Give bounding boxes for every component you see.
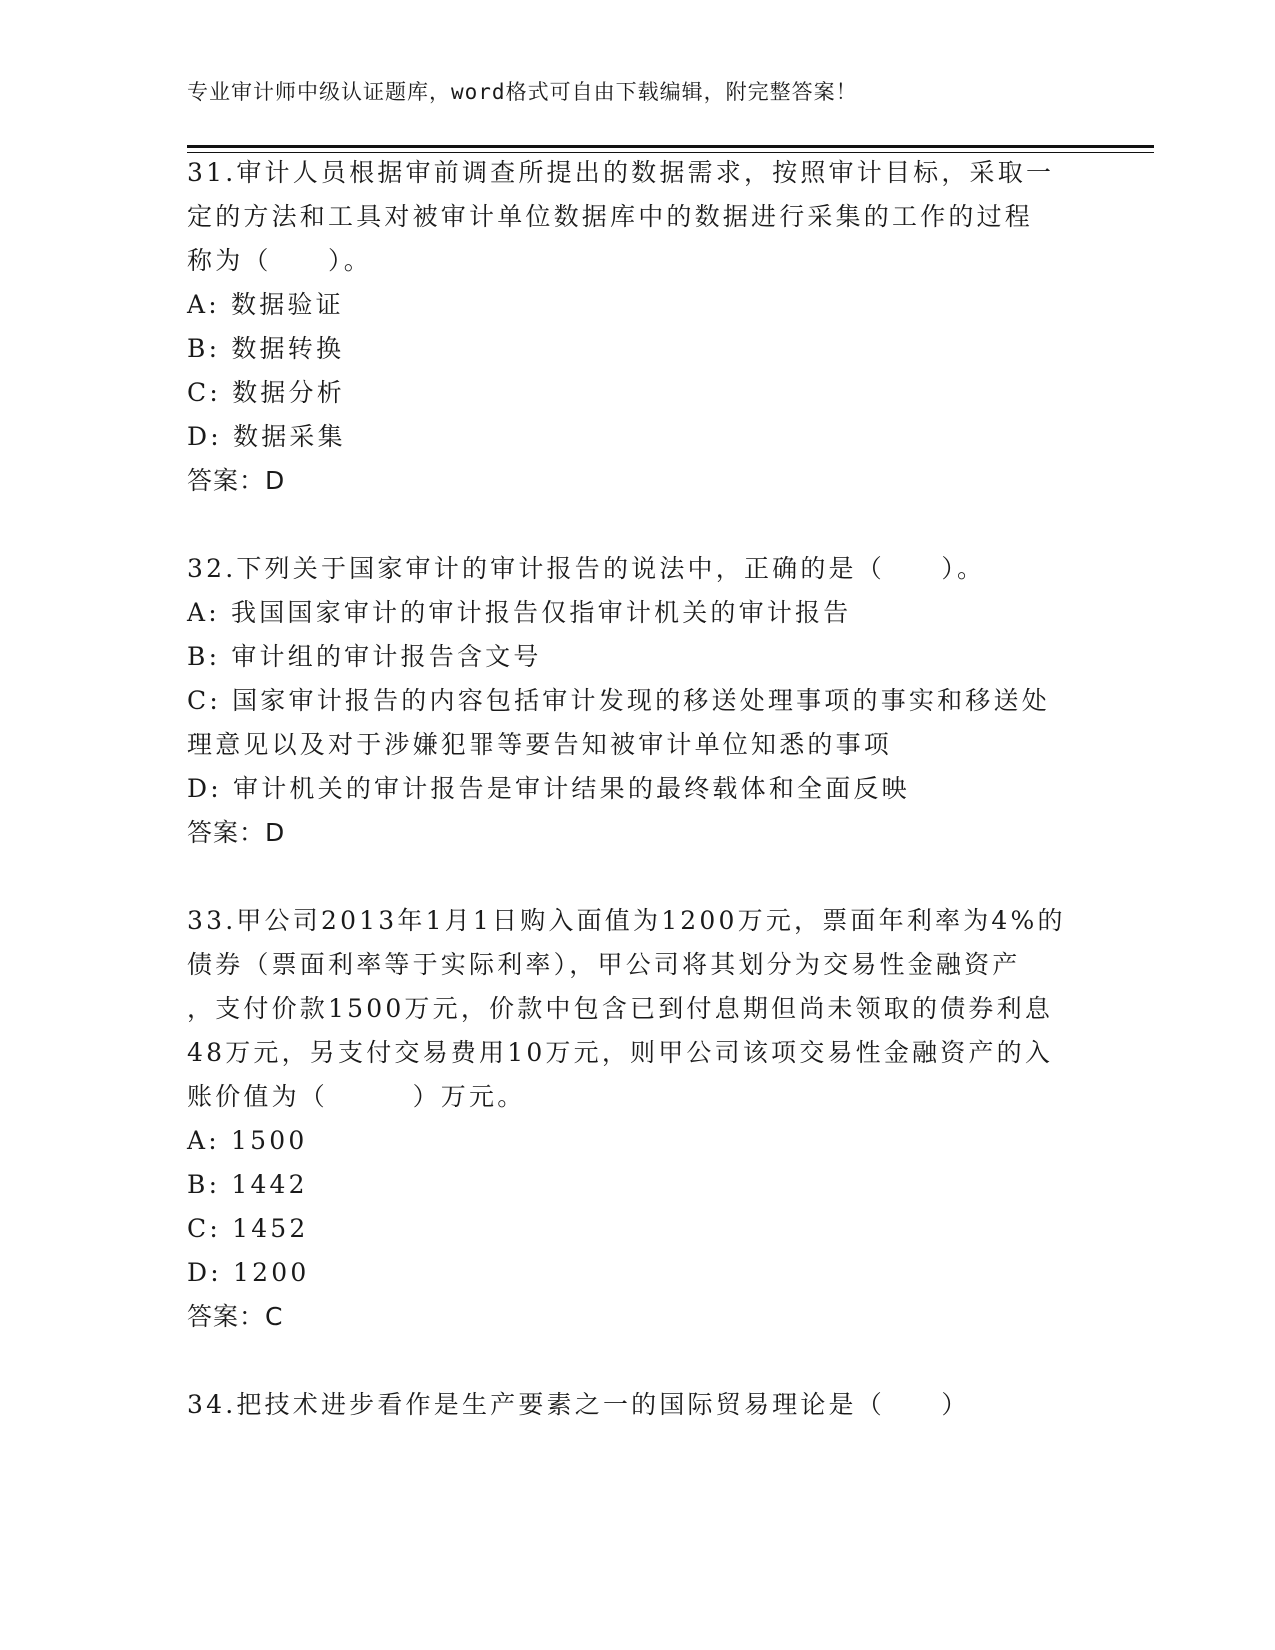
q34-stem-line-1: 34.把技术进步看作是生产要素之一的国际贸易理论是（ ） (187, 1390, 970, 1419)
q32-option-c-line-1: C: 国家审计报告的内容包括审计发现的移送处理事项的事实和移送处 (187, 686, 1050, 715)
q33-stem-line-3: ，支付价款1500万元，价款中包含已到付息期但尚未领取的债券利息 (187, 994, 1054, 1023)
q32-answer: 答案：D (187, 818, 286, 847)
q31-answer: 答案：D (187, 466, 286, 495)
q33-stem-line-5: 账价值为（ ）万元。 (187, 1082, 526, 1111)
q33-stem-line-1: 33.甲公司2013年1月1日购入面值为1200万元，票面年利率为4%的 (187, 906, 1066, 935)
q31-stem-line-3: 称为（ ）。 (187, 246, 372, 275)
header-rule-thin (187, 152, 1154, 153)
q32-option-b: B: 审计组的审计报告含文号 (187, 642, 542, 671)
q31-stem-line-2: 定的方法和工具对被审计单位数据库中的数据进行采集的工作的过程 (187, 202, 1034, 231)
q33-stem-line-4: 48万元，另支付交易费用10万元，则甲公司该项交易性金融资产的入 (187, 1038, 1054, 1067)
q33-option-b: B: 1442 (187, 1170, 308, 1199)
q33-answer: 答案：C (187, 1302, 284, 1331)
q32-option-c-line-2: 理意见以及对于涉嫌犯罪等要告知被审计单位知悉的事项 (187, 730, 893, 759)
q31-stem-line-1: 31.审计人员根据审前调查所提出的数据需求，按照审计目标，采取一 (187, 158, 1055, 187)
header-rule-thick (187, 145, 1154, 148)
q33-option-d: D: 1200 (187, 1258, 310, 1287)
q31-option-b: B: 数据转换 (187, 334, 345, 363)
q32-option-a: A: 我国国家审计的审计报告仅指审计机关的审计报告 (187, 598, 852, 627)
q33-option-a: A: 1500 (187, 1126, 308, 1155)
q33-stem-line-2: 债券（票面利率等于实际利率），甲公司将其划分为交易性金融资产 (187, 950, 1021, 979)
q31-option-d: D: 数据采集 (187, 422, 346, 451)
q33-option-c: C: 1452 (187, 1214, 309, 1243)
q32-option-d: D: 审计机关的审计报告是审计结果的最终载体和全面反映 (187, 774, 910, 803)
q31-option-a: A: 数据验证 (187, 290, 344, 319)
document-header: 专业审计师中级认证题库，word格式可自由下载编辑，附完整答案！ (187, 80, 858, 104)
q31-option-c: C: 数据分析 (187, 378, 345, 407)
q32-stem-line-1: 32.下列关于国家审计的审计报告的说法中，正确的是（ ）。 (187, 554, 986, 583)
